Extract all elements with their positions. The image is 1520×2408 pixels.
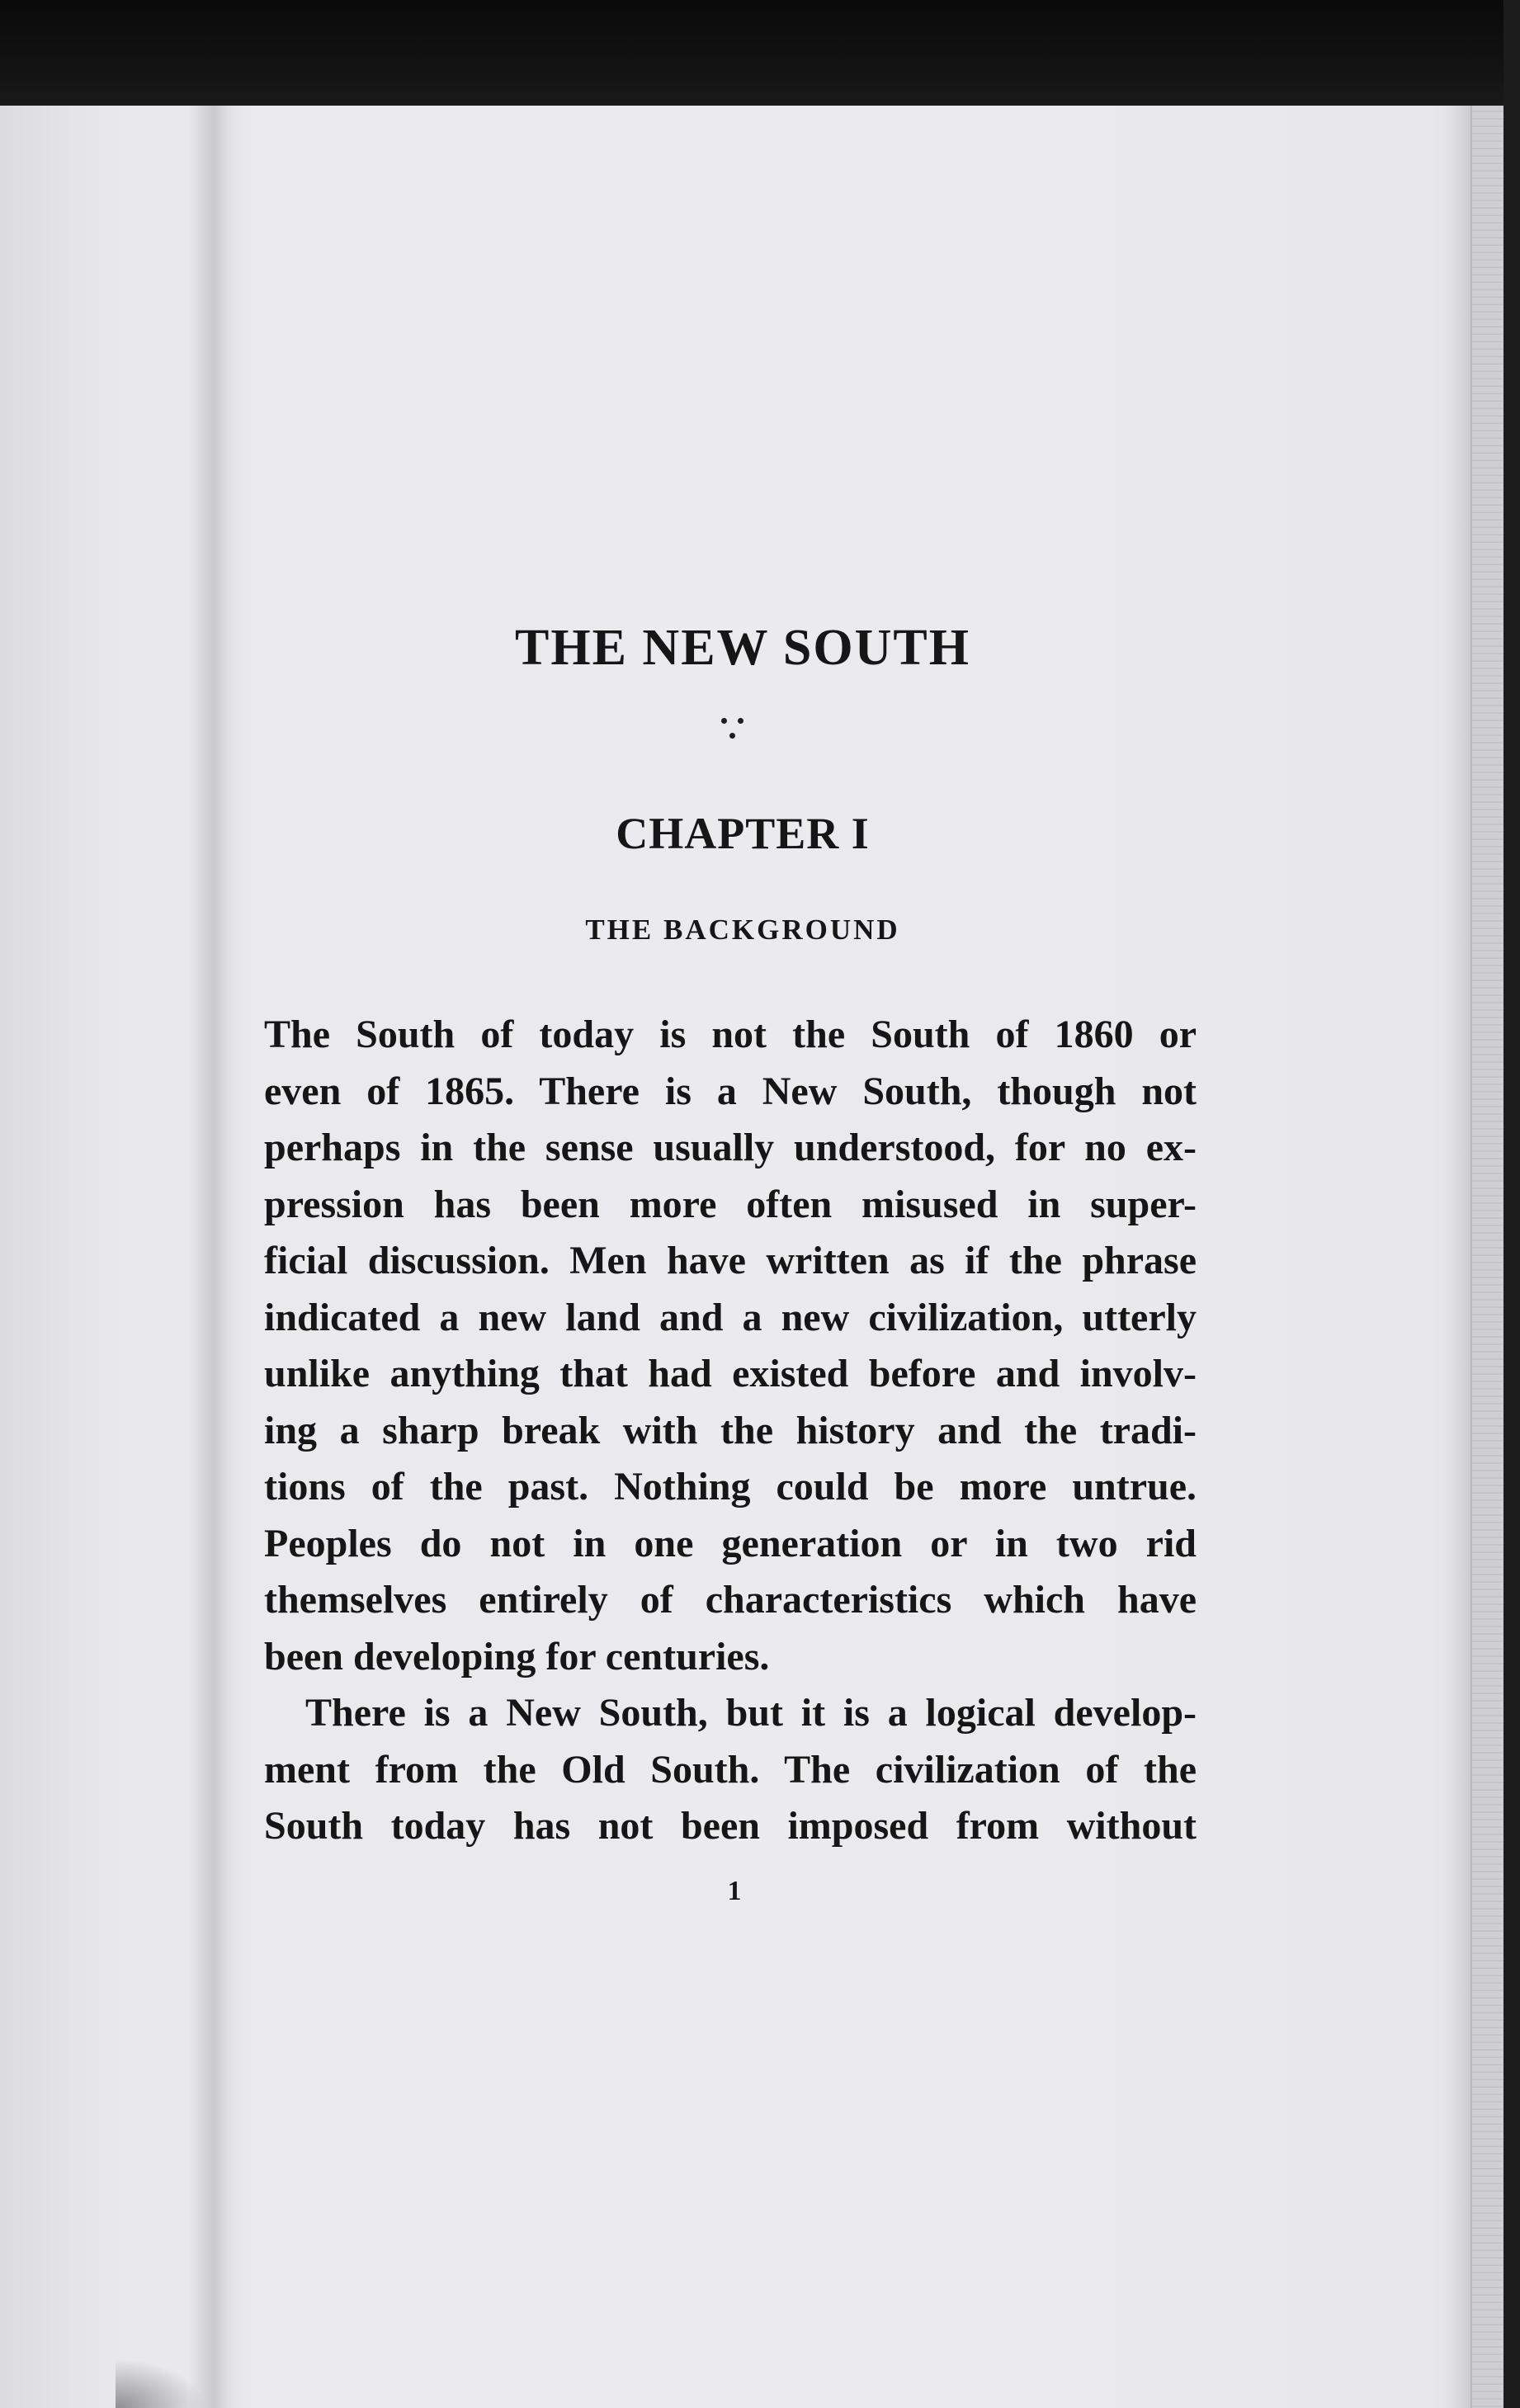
book-title: THE NEW SOUTH bbox=[514, 620, 970, 676]
text-line: ment from the Old South. The civilization of the bbox=[264, 1747, 1197, 1792]
text-line: unlike anything that had existed before and involv- bbox=[264, 1352, 1197, 1395]
paragraph bbox=[264, 1007, 1197, 1685]
page-number: 1 bbox=[727, 1876, 742, 1906]
ornament-dots-icon bbox=[710, 711, 759, 753]
ornament-dot bbox=[729, 733, 735, 739]
text-line: tions of the past. Nothing could be more untrue. bbox=[264, 1465, 1197, 1509]
text-line: The South of today is not the South of 1860 or bbox=[264, 1013, 1197, 1056]
text-line: ficial discussion. Men have written as if the phrase bbox=[264, 1239, 1197, 1282]
body-text bbox=[264, 1007, 1197, 1855]
scan-right-border bbox=[1503, 0, 1520, 2408]
page-edge-shade bbox=[1447, 106, 1472, 2408]
text-line: even of 1865. There is a New South, though not bbox=[264, 1069, 1197, 1113]
text-line: Peoples do not in one generation or in two rid bbox=[264, 1521, 1197, 1565]
paragraph bbox=[264, 1685, 1197, 1855]
section-heading: THE BACKGROUND bbox=[585, 914, 900, 946]
page-gutter bbox=[188, 106, 246, 2408]
text-line: South today has not been imposed from without bbox=[264, 1804, 1197, 1848]
text-line: themselves entirely of characteristics which have bbox=[264, 1578, 1197, 1622]
ornament-dot bbox=[738, 718, 743, 724]
text-line: indicated a new land and a new civilization, utterly bbox=[264, 1295, 1197, 1339]
text-line: pression has been more often misused in super- bbox=[264, 1182, 1197, 1226]
text-line: There is a New South, but it is a logical develop- bbox=[305, 1691, 1197, 1735]
ornament-dot bbox=[721, 718, 727, 724]
chapter-heading: CHAPTER I bbox=[616, 809, 870, 858]
page-crease-shadow bbox=[116, 2358, 206, 2408]
text-line: ing a sharp break with the history and the tradi- bbox=[264, 1408, 1197, 1452]
scan-top-shadow bbox=[0, 0, 1520, 111]
page-stack-edge bbox=[1470, 106, 1503, 2408]
text-line: been developing for centuries. bbox=[264, 1634, 770, 1679]
text-line: perhaps in the sense usually understood, for no ex- bbox=[264, 1126, 1197, 1169]
